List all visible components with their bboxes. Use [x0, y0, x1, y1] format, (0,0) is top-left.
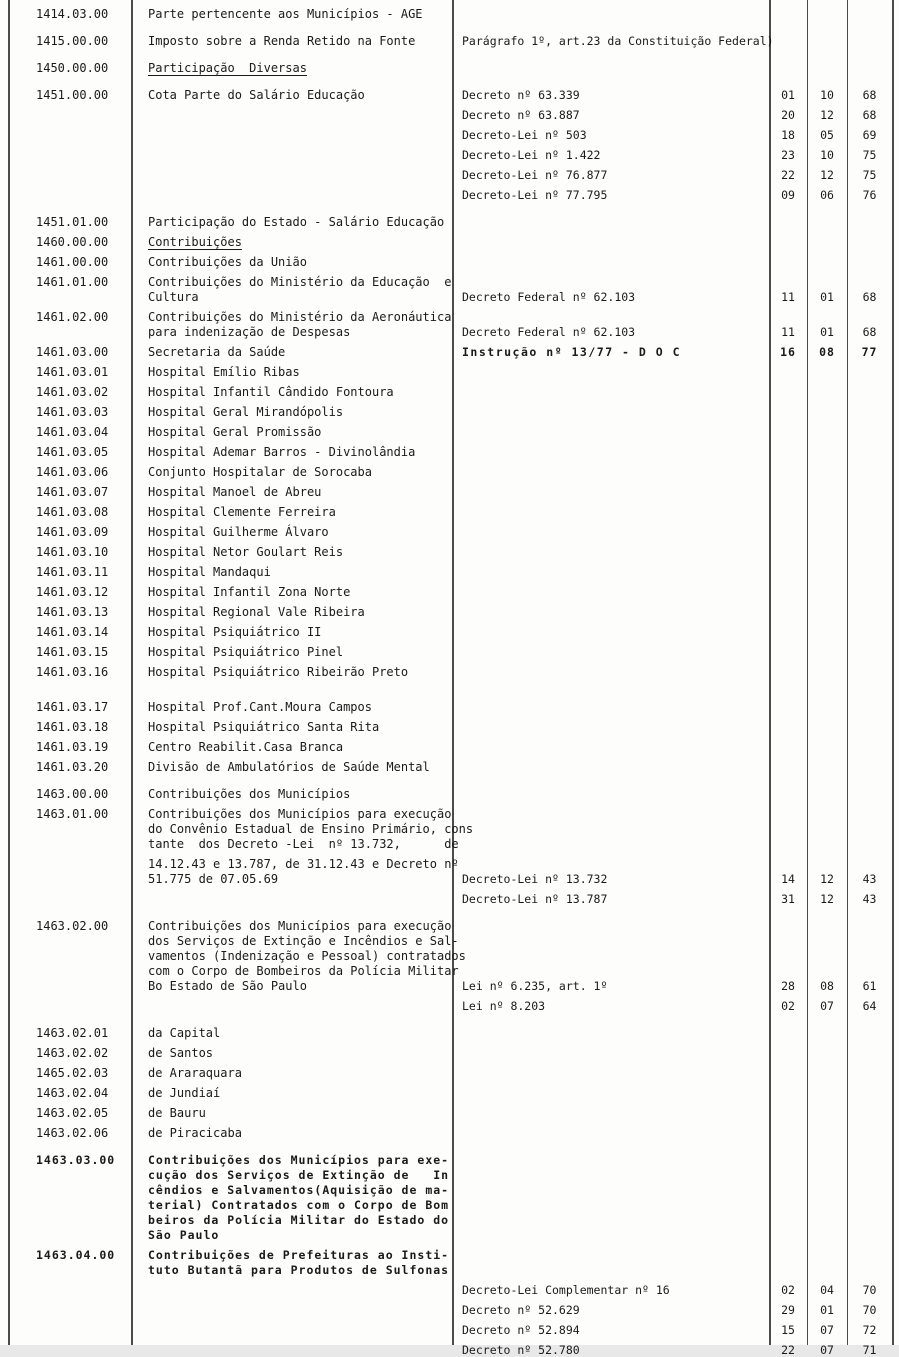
- account-code: 1463.02.00: [36, 919, 109, 933]
- table-line: [0, 1249, 899, 1262]
- day-value: 01: [781, 88, 795, 102]
- year-value: 61: [862, 979, 877, 993]
- description-text: Divisão de Ambulatórios de Saúde Mental: [148, 760, 430, 774]
- table-line: [0, 1169, 899, 1182]
- month-value: 01: [820, 325, 834, 339]
- description-text: Hospital Psiquiátrico Santa Rita: [148, 720, 380, 734]
- description-text: Parte pertencente aos Municípios - AGE: [148, 7, 423, 21]
- account-code: 1450.00.00: [36, 61, 109, 75]
- description-text: Contribuições dos Municípios para execução: [148, 807, 452, 821]
- table-line: [0, 35, 899, 48]
- table-line: [0, 823, 899, 836]
- description-text: Cota Parte do Salário Educação: [148, 88, 365, 102]
- account-code: 1461.03.14: [36, 625, 109, 639]
- day-value: 02: [781, 1283, 795, 1297]
- description-text: para indenização de Despesas: [148, 325, 351, 339]
- month-value: 04: [820, 1283, 834, 1297]
- table-line: [0, 366, 899, 379]
- table-line: [0, 606, 899, 619]
- table-line: [0, 1027, 899, 1040]
- description-text: terial) Contratados com o Corpo de Bom: [148, 1198, 450, 1212]
- table-line: [0, 788, 899, 801]
- table-line: [0, 129, 899, 142]
- day-value: 15: [781, 1323, 795, 1337]
- table-line: [0, 950, 899, 963]
- legal-reference: Lei nº 8.203: [462, 999, 546, 1013]
- day-value: 28: [781, 979, 795, 993]
- description-text: Conjunto Hospitalar de Sorocaba: [148, 465, 372, 479]
- description-text: vamentos (Indenização e Pessoal) contratados: [148, 949, 466, 963]
- legal-reference: Decreto Federal nº 62.103: [462, 290, 636, 304]
- description-text: de Araraquara: [148, 1066, 242, 1080]
- description-text: Centro Reabilit.Casa Branca: [148, 740, 344, 754]
- description-text: com o Corpo de Bombeiros da Polícia Militar: [148, 964, 459, 978]
- table-line: [0, 741, 899, 754]
- legal-reference: Decreto nº 63.887: [462, 108, 580, 122]
- month-value: 07: [820, 1323, 834, 1337]
- year-value: 43: [862, 872, 877, 886]
- table-line: [0, 893, 899, 906]
- account-code: 1463.02.01: [36, 1026, 109, 1040]
- month-value: 12: [820, 892, 834, 906]
- table-line: [0, 1199, 899, 1212]
- table-line: [0, 626, 899, 639]
- day-value: 31: [781, 892, 795, 906]
- month-value: 10: [820, 148, 834, 162]
- table-line: [0, 566, 899, 579]
- table-line: [0, 1214, 899, 1227]
- table-line: [0, 980, 899, 993]
- account-code: 1461.03.13: [36, 605, 109, 619]
- table-line: [0, 701, 899, 714]
- legal-reference: Parágrafo 1º, art.23 da Constituição Federal): [462, 34, 774, 48]
- account-code: 1461.03.06: [36, 465, 109, 479]
- table-line: [0, 586, 899, 599]
- account-code: 1463.00.00: [36, 787, 109, 801]
- table-line: [0, 216, 899, 229]
- table-line: [0, 386, 899, 399]
- month-value: 06: [820, 188, 834, 202]
- legal-reference: Decreto nº 52.780: [462, 1343, 580, 1357]
- account-code: 1461.03.08: [36, 505, 109, 519]
- account-code: 1461.03.15: [36, 645, 109, 659]
- table-line: [0, 546, 899, 559]
- table-line: [0, 858, 899, 871]
- account-code: 1463.02.04: [36, 1086, 109, 1100]
- year-value: 70: [862, 1303, 877, 1317]
- description-text: do Convênio Estadual de Ensino Primário, cons: [148, 822, 474, 836]
- table-line: [0, 291, 899, 304]
- table-line: [0, 486, 899, 499]
- table-line: [0, 276, 899, 289]
- day-value: 23: [781, 148, 795, 162]
- account-code: 1461.03.09: [36, 525, 109, 539]
- description-text: Hospital Infantil Zona Norte: [148, 585, 351, 599]
- legal-reference: Decreto nº 52.629: [462, 1303, 580, 1317]
- month-value: 10: [820, 88, 834, 102]
- description-text: 51.775 de 07.05.69: [148, 872, 279, 886]
- description-text: Hospital Manoel de Abreu: [148, 485, 322, 499]
- table-line: [0, 62, 899, 75]
- table-line: [0, 326, 899, 339]
- year-value: 68: [862, 325, 877, 339]
- table-line: [0, 1284, 899, 1297]
- legal-reference: Decreto nº 52.894: [462, 1323, 580, 1337]
- description-text: Imposto sobre a Renda Retido na Fonte: [148, 34, 416, 48]
- description-text: de Bauru: [148, 1106, 206, 1120]
- table-line: [0, 526, 899, 539]
- account-code: 1414.03.00: [36, 7, 109, 21]
- year-value: 68: [862, 290, 877, 304]
- description-text: Hospital Geral Promissão: [148, 425, 322, 439]
- table-line: [0, 1154, 899, 1167]
- year-value: 70: [862, 1283, 877, 1297]
- table-line: [0, 1047, 899, 1060]
- legal-reference: Decreto Federal nº 62.103: [462, 325, 636, 339]
- table-line: [0, 189, 899, 202]
- month-value: 12: [820, 108, 834, 122]
- year-value: 75: [862, 168, 877, 182]
- description-text: de Jundiaí: [148, 1086, 221, 1100]
- table-line: [0, 838, 899, 851]
- account-code: 1463.02.06: [36, 1126, 109, 1140]
- account-code: 1461.03.01: [36, 365, 109, 379]
- table-line: [0, 466, 899, 479]
- account-code: 1463.04.00: [36, 1248, 116, 1262]
- legal-reference: Decreto-Lei nº 13.787: [462, 892, 608, 906]
- account-code: 1461.03.12: [36, 585, 109, 599]
- account-code: 1461.03.04: [36, 425, 109, 439]
- legal-reference: Decreto-Lei nº 13.732: [462, 872, 608, 886]
- account-code: 1461.03.19: [36, 740, 109, 754]
- table-line: [0, 169, 899, 182]
- account-code: 1463.02.02: [36, 1046, 109, 1060]
- table-line: [0, 1127, 899, 1140]
- month-value: 08: [820, 979, 834, 993]
- table-line: [0, 920, 899, 933]
- legal-reference: Decreto nº 63.339: [462, 88, 580, 102]
- account-code: 1461.00.00: [36, 255, 109, 269]
- legal-reference: Decreto-Lei nº 503: [462, 128, 587, 142]
- day-value: 14: [781, 872, 795, 886]
- description-text: de Santos: [148, 1046, 214, 1060]
- account-code: 1461.03.20: [36, 760, 109, 774]
- day-value: 20: [781, 108, 795, 122]
- year-value: 68: [862, 88, 877, 102]
- description-text: São Paulo: [148, 1228, 220, 1242]
- table-line: [0, 256, 899, 269]
- table-line: [0, 1324, 899, 1337]
- table-line: [0, 406, 899, 419]
- day-value: 11: [781, 290, 795, 304]
- account-code: 1461.01.00: [36, 275, 109, 289]
- account-code: 1463.01.00: [36, 807, 109, 821]
- description-text: Contribuições dos Municípios para exe-: [148, 1153, 450, 1167]
- account-code: 1461.03.07: [36, 485, 109, 499]
- account-code: 1461.02.00: [36, 310, 109, 324]
- table-line: [0, 236, 899, 249]
- description-text: da Capital: [148, 1026, 221, 1040]
- description-text: tante dos Decreto -Lei nº 13.732, de: [148, 837, 459, 851]
- description-text: Hospital Emílio Ribas: [148, 365, 300, 379]
- month-value: 07: [820, 1343, 834, 1357]
- table-line: [0, 935, 899, 948]
- account-code: 1461.03.10: [36, 545, 109, 559]
- table-line: [0, 446, 899, 459]
- month-value: 12: [820, 872, 834, 886]
- legal-reference: Decreto-Lei nº 77.795: [462, 188, 608, 202]
- month-value: 12: [820, 168, 834, 182]
- legal-reference: Decreto-Lei nº 76.877: [462, 168, 608, 182]
- legal-reference: Decreto-Lei nº 1.422: [462, 148, 601, 162]
- account-code: 1461.03.18: [36, 720, 109, 734]
- table-line: [0, 8, 899, 21]
- description-text: de Piracicaba: [148, 1126, 242, 1140]
- description-text: cução dos Serviços de Extinção de In: [148, 1168, 450, 1182]
- table-line: [0, 89, 899, 102]
- description-text: Participação do Estado - Salário Educação: [148, 215, 445, 229]
- description-text: Hospital Regional Vale Ribeira: [148, 605, 365, 619]
- description-text: Hospital Prof.Cant.Moura Campos: [148, 700, 372, 714]
- account-code: 1461.03.02: [36, 385, 109, 399]
- description-text: Contribuições do Ministério da Aeronáutica: [148, 310, 452, 324]
- day-value: 18: [781, 128, 795, 142]
- description-text: Hospital Psiquiátrico II: [148, 625, 322, 639]
- account-code: 1461.03.05: [36, 445, 109, 459]
- table-line: [0, 646, 899, 659]
- table-line: [0, 965, 899, 978]
- legal-reference: Decreto-Lei Complementar nº 16: [462, 1283, 670, 1297]
- description-text: Bo Estado de São Paulo: [148, 979, 307, 993]
- description-text: 14.12.43 e 13.787, de 31.12.43 e Decreto nº: [148, 857, 459, 871]
- year-value: 68: [862, 108, 877, 122]
- description-text: Hospital Mandaqui: [148, 565, 271, 579]
- table-line: [0, 808, 899, 821]
- account-code: 1461.03.00: [36, 345, 109, 359]
- month-value: 01: [820, 290, 834, 304]
- day-value: 16: [780, 345, 796, 359]
- year-value: 69: [862, 128, 877, 142]
- description-text: tuto Butantã para Produtos de Sulfonas: [148, 1263, 450, 1277]
- account-code: 1415.00.00: [36, 34, 109, 48]
- table-line: [0, 1229, 899, 1242]
- legal-reference: Lei nº 6.235, art. 1º: [462, 979, 608, 993]
- year-value: 64: [862, 999, 877, 1013]
- description-text: Contribuições de Prefeituras ao Insti-: [148, 1248, 450, 1262]
- table-line: [0, 506, 899, 519]
- description-text: Hospital Psiquiátrico Pinel: [148, 645, 344, 659]
- month-value: 08: [819, 345, 835, 359]
- description-text: Contribuições do Ministério da Educação e: [148, 275, 452, 289]
- account-code: 1461.03.17: [36, 700, 109, 714]
- description-text: Contribuições dos Municípios para execução: [148, 919, 452, 933]
- day-value: 22: [781, 168, 795, 182]
- description-text: Contribuições dos Municípios: [148, 787, 351, 801]
- account-code: 1463.02.05: [36, 1106, 109, 1120]
- year-value: 77: [861, 345, 878, 359]
- table-line: [0, 311, 899, 324]
- description-text: Hospital Geral Mirandópolis: [148, 405, 344, 419]
- description-text: Contribuições: [148, 235, 242, 249]
- account-code: 1451.01.00: [36, 215, 109, 229]
- month-value: 05: [820, 128, 834, 142]
- table-line: [0, 1344, 899, 1357]
- account-code: 1460.00.00: [36, 235, 109, 249]
- legal-reference: Instrução nº 13/77 - D O C: [462, 345, 682, 359]
- day-value: 02: [781, 999, 795, 1013]
- table-line: [0, 1304, 899, 1317]
- description-text: Hospital Ademar Barros - Divinolândia: [148, 445, 416, 459]
- account-code: 1461.03.03: [36, 405, 109, 419]
- year-value: 76: [862, 188, 877, 202]
- description-text: Hospital Netor Goulart Reis: [148, 545, 344, 559]
- table-line: [0, 346, 899, 359]
- table-line: [0, 1067, 899, 1080]
- table-line: [0, 873, 899, 886]
- table-line: [0, 721, 899, 734]
- year-value: 72: [862, 1323, 877, 1337]
- description-text: dos Serviços de Extinção e Incêndios e Sal-: [148, 934, 459, 948]
- table-line: [0, 666, 899, 679]
- month-value: 07: [820, 999, 834, 1013]
- description-text: Participação Diversas: [148, 61, 307, 75]
- day-value: 09: [781, 188, 795, 202]
- table-line: [0, 1184, 899, 1197]
- table-line: [0, 1264, 899, 1277]
- table-line: [0, 1107, 899, 1120]
- description-text: Contribuições da União: [148, 255, 307, 269]
- table-line: [0, 426, 899, 439]
- description-text: Secretaria da Saúde: [148, 345, 286, 359]
- description-text: Hospital Infantil Cândido Fontoura: [148, 385, 394, 399]
- description-text: Hospital Psiquiátrico Ribeirão Preto: [148, 665, 409, 679]
- description-text: Hospital Guilherme Álvaro: [148, 525, 329, 539]
- table-line: [0, 761, 899, 774]
- account-code: 1465.02.03: [36, 1066, 109, 1080]
- account-code: 1451.00.00: [36, 88, 109, 102]
- description-text: cêndios e Salvamentos(Aquisição de ma-: [148, 1183, 450, 1197]
- account-code: 1461.03.11: [36, 565, 109, 579]
- year-value: 71: [862, 1343, 877, 1357]
- day-value: 11: [781, 325, 795, 339]
- table-line: [0, 1000, 899, 1013]
- table-line: [0, 109, 899, 122]
- table-line: [0, 149, 899, 162]
- account-code: 1463.03.00: [36, 1153, 116, 1167]
- description-text: beiros da Polícia Militar do Estado do: [148, 1213, 450, 1227]
- month-value: 01: [820, 1303, 834, 1317]
- year-value: 75: [862, 148, 877, 162]
- table-line: [0, 1087, 899, 1100]
- description-text: Cultura: [148, 290, 199, 304]
- day-value: 22: [781, 1343, 795, 1357]
- description-text: Hospital Clemente Ferreira: [148, 505, 336, 519]
- account-code: 1461.03.16: [36, 665, 109, 679]
- day-value: 29: [781, 1303, 795, 1317]
- year-value: 43: [862, 892, 877, 906]
